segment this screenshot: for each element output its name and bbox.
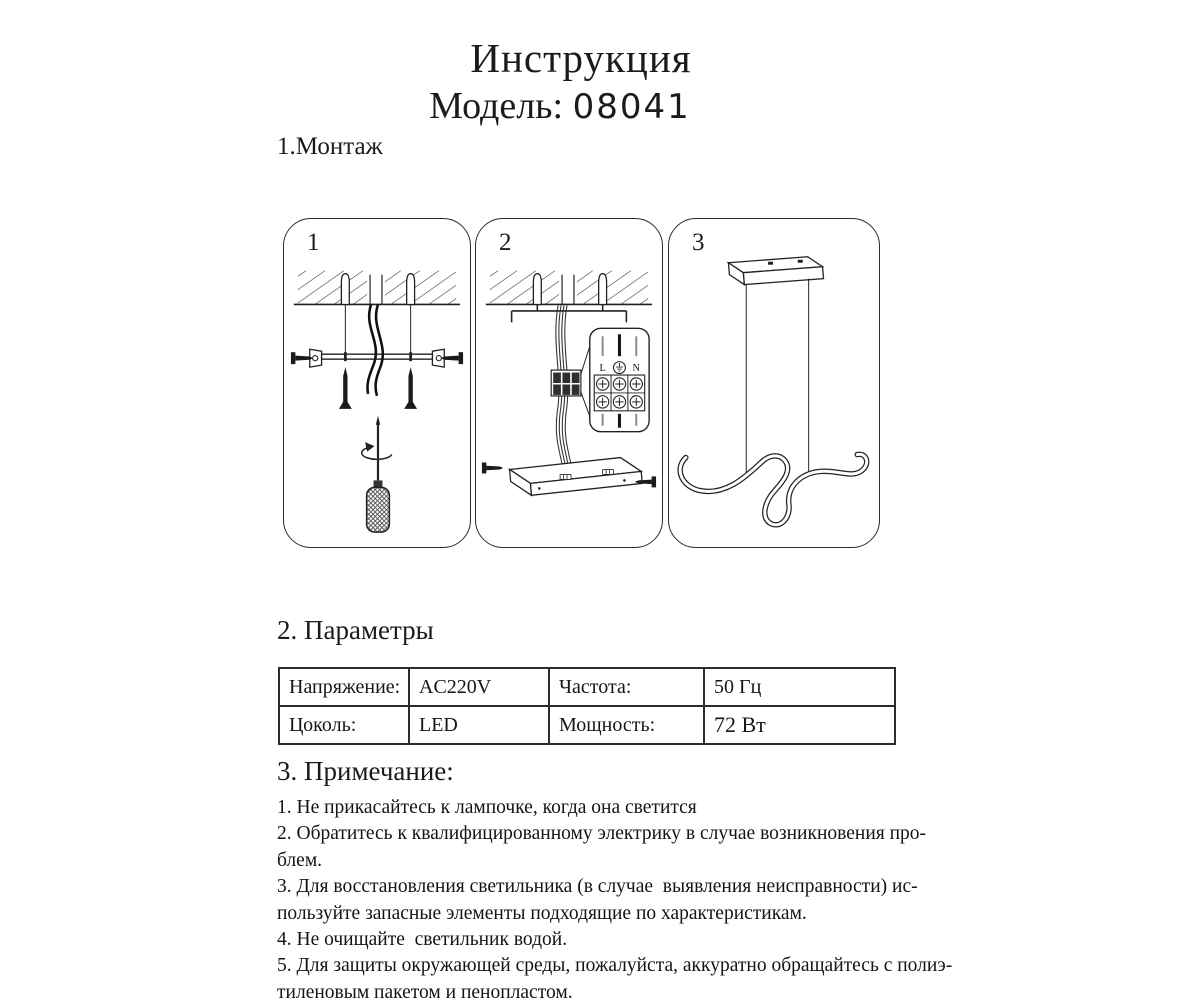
terminal-label-l: L <box>599 363 606 375</box>
step-number-2: 2 <box>499 229 512 256</box>
mounted-bracket <box>512 304 627 322</box>
terminal-label-n: N <box>632 363 641 375</box>
model-line <box>0 84 1120 128</box>
notes-heading: 3. Примечание: <box>277 756 454 786</box>
ceiling <box>486 269 652 305</box>
note-line: пользуйте запасные элементы подходящие по характеристикам. <box>277 902 807 924</box>
step-number-1: 1 <box>307 229 320 256</box>
notes-list <box>277 795 977 1000</box>
step-3-diagram <box>669 219 879 547</box>
params-table <box>278 667 896 745</box>
note-line: 5. Для защиты окружающей среды, пожалуйста, аккуратно обращайтесь с полиэ- <box>277 955 953 977</box>
note-line: 3. Для восстановления светильника (в случае выявления неисправности) ис- <box>277 876 918 898</box>
param-value-socket: LED <box>409 706 549 744</box>
screwdriver <box>362 416 392 532</box>
terminal-block <box>551 370 581 396</box>
table-row <box>279 706 895 744</box>
power-wires <box>367 304 382 395</box>
led-tube <box>680 454 867 525</box>
param-label-power: Мощность: <box>549 706 704 744</box>
terminal-screws <box>594 375 644 411</box>
terminal-inset <box>590 328 649 431</box>
montage-step-3-panel <box>668 218 880 548</box>
ceiling-canopy <box>728 257 823 285</box>
ceiling <box>294 269 460 305</box>
note-line: 4. Не очищайте светильник водой. <box>277 929 568 951</box>
montage-step-1-panel <box>283 218 471 548</box>
canopy-box <box>510 458 643 496</box>
param-label-voltage: Напряжение: <box>279 668 409 706</box>
page-title: Инструкция <box>470 35 692 81</box>
params-heading: 2. Параметры <box>277 615 434 645</box>
model-label: Модель: <box>429 85 564 127</box>
param-label-frequency: Частота: <box>549 668 704 706</box>
note-line: блем. <box>277 849 323 871</box>
step-number-3: 3 <box>692 229 705 256</box>
param-label-socket: Цоколь: <box>279 706 409 744</box>
table-row <box>279 668 895 706</box>
param-value-power: 72 Вт <box>704 706 895 744</box>
montage-step-2-panel <box>475 218 663 548</box>
montage-heading: 1.Монтаж <box>277 133 383 160</box>
param-value-frequency: 50 Гц <box>704 668 895 706</box>
param-value-voltage: AC220V <box>409 668 549 706</box>
step-2-diagram <box>476 219 662 547</box>
step-1-diagram <box>284 219 470 547</box>
note-line: 2. Обратитесь к квалифицированному электрику в случае возникновения про- <box>277 823 927 845</box>
note-line: тиленовым пакетом и пенопластом. <box>277 981 573 1000</box>
note-line: 1. Не прикасайтесь к лампочке, когда она светится <box>277 797 697 818</box>
model-number: 08041 <box>572 87 691 127</box>
